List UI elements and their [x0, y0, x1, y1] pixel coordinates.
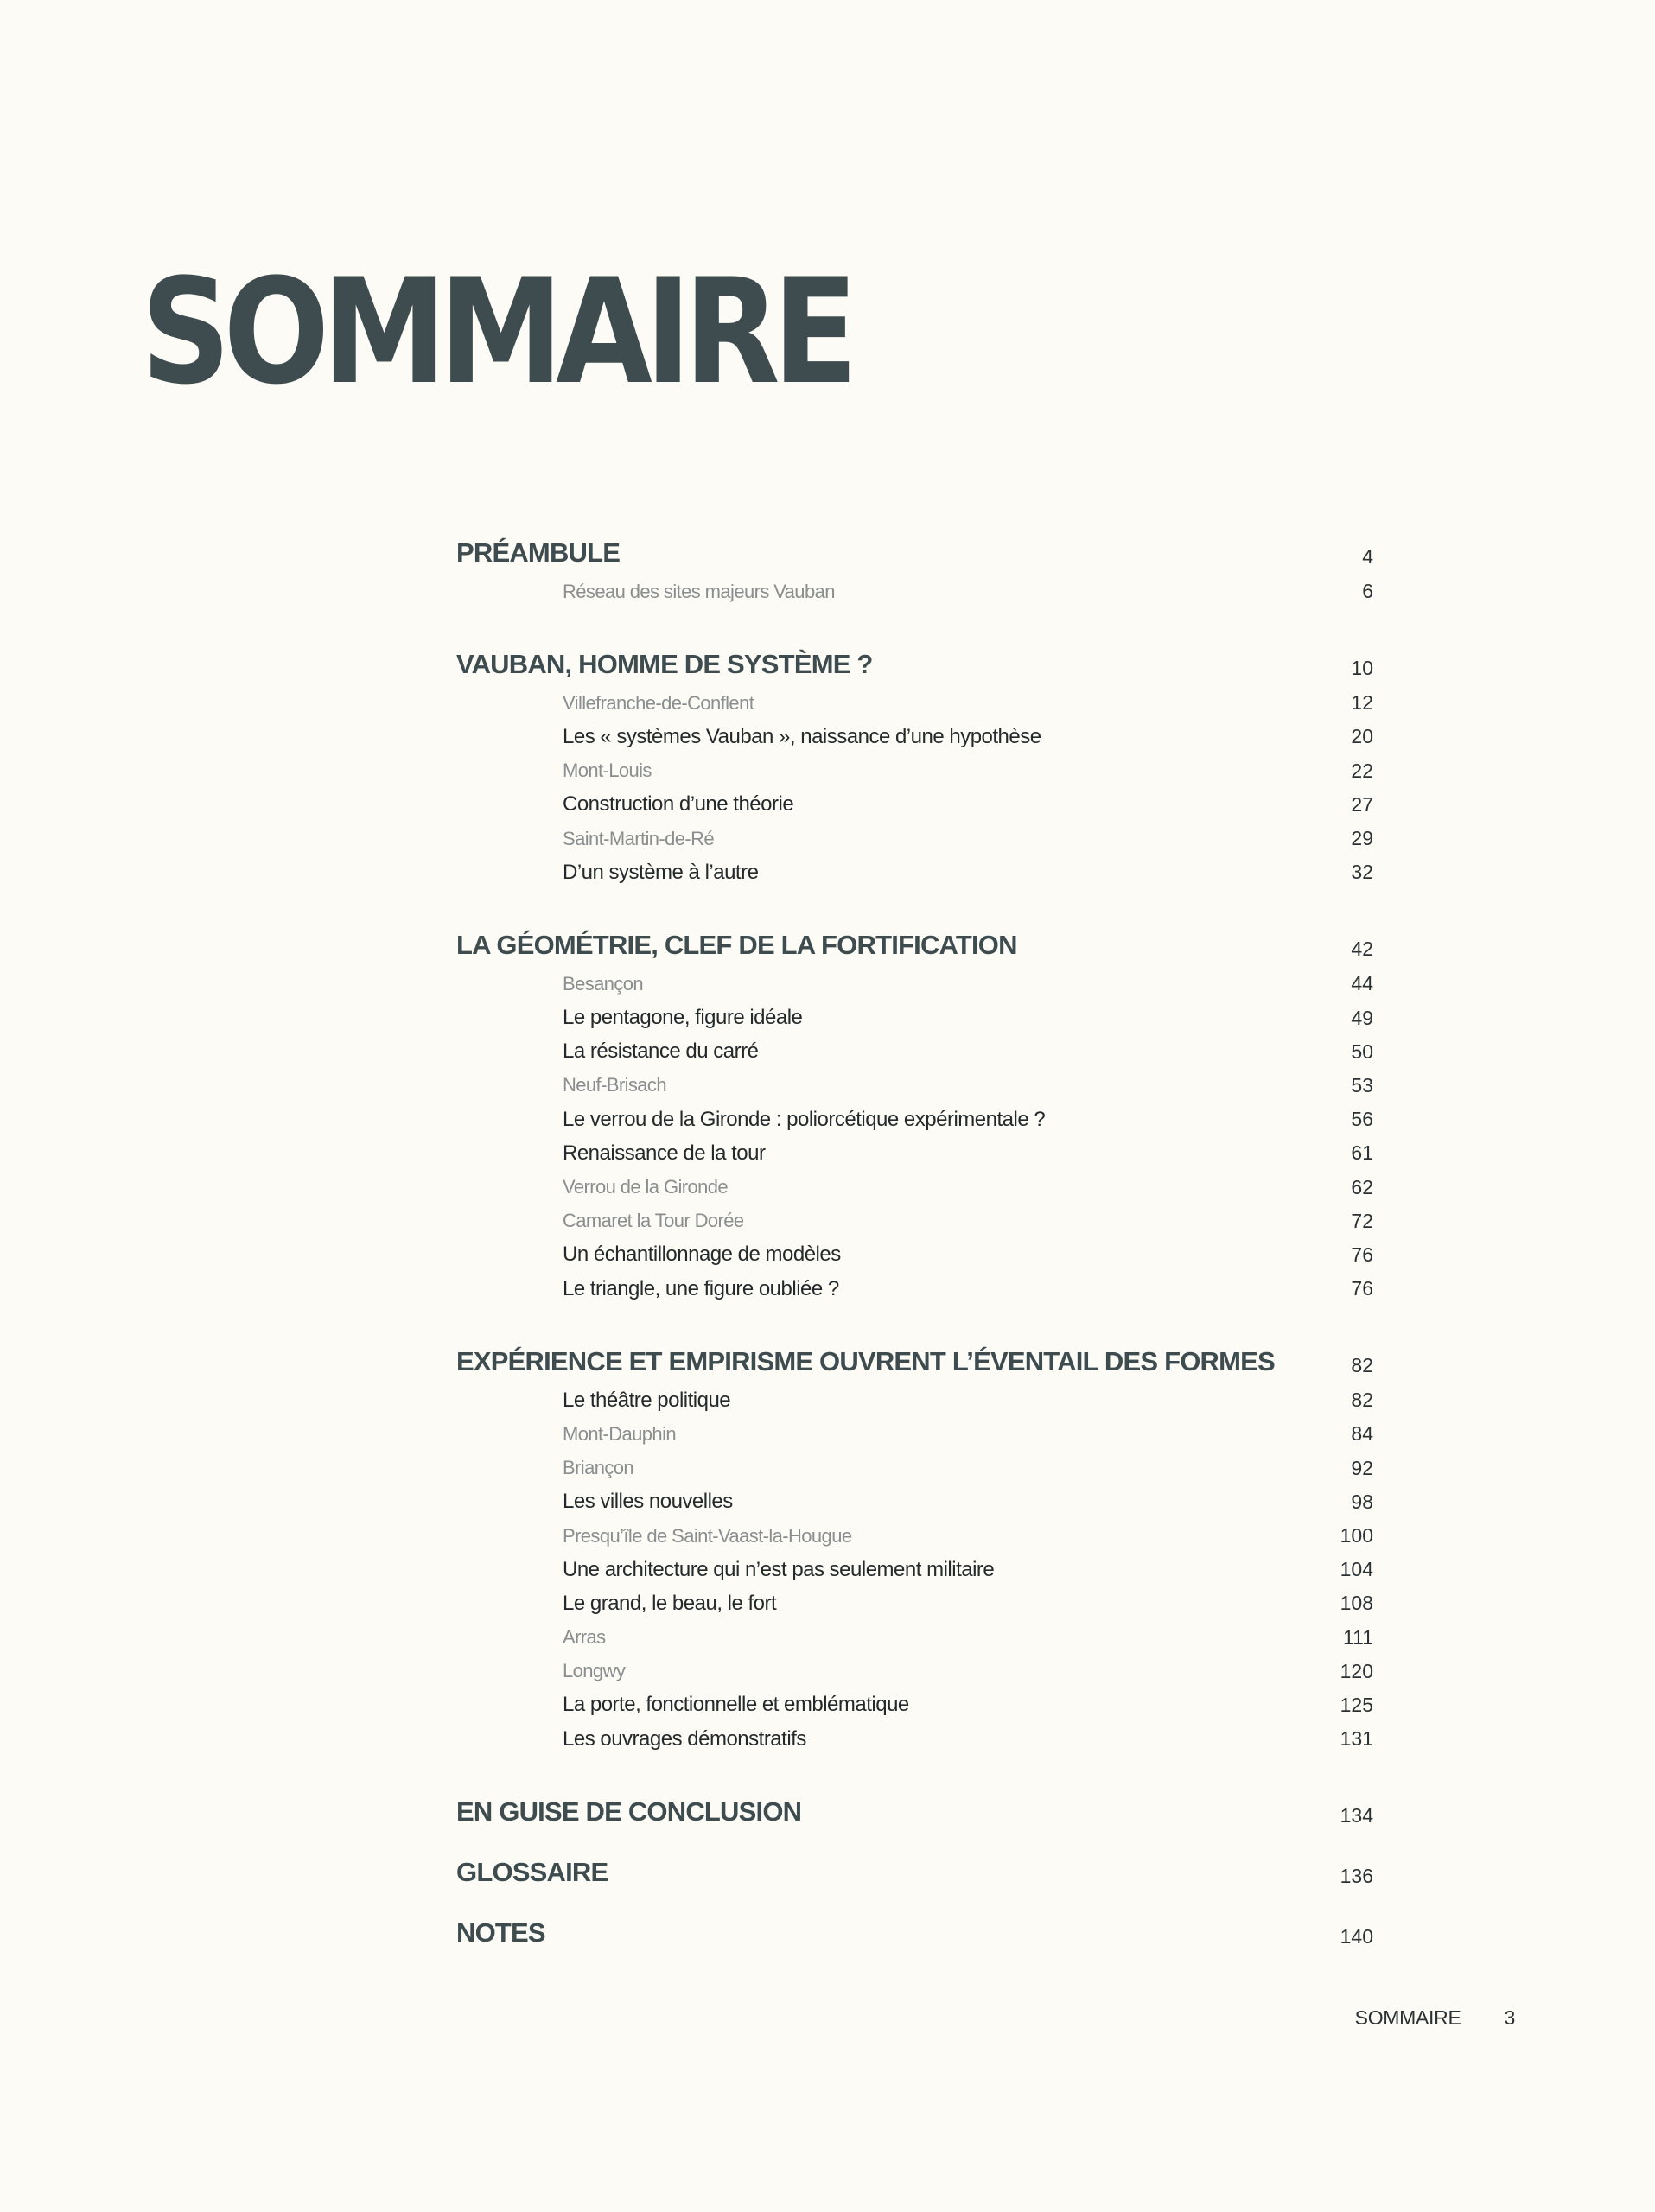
- section-page-number: 140: [1340, 1924, 1373, 1948]
- toc-section-heading[interactable]: [456, 643, 1373, 686]
- running-head: SOMMAIRE: [1354, 2006, 1461, 2029]
- entry-title: Un échantillonnage de modèles: [563, 1243, 841, 1267]
- section-title: VAUBAN, HOMME DE SYSTÈME ?: [456, 649, 873, 680]
- toc-section-heading[interactable]: [456, 1790, 1373, 1834]
- entry-title: Le pentagone, figure idéale: [563, 1006, 803, 1030]
- entry-page-number: 76: [1351, 1243, 1373, 1266]
- entry-title: Saint-Martin-de-Ré: [563, 827, 715, 849]
- entry-title: Les villes nouvelles: [563, 1490, 733, 1514]
- toc-entry[interactable]: [456, 1655, 1373, 1688]
- toc-entry[interactable]: [456, 720, 1373, 753]
- entry-title: Mont-Dauphin: [563, 1422, 676, 1445]
- toc-entry[interactable]: [456, 1688, 1373, 1722]
- entry-title: Villefranche-de-Conflent: [563, 691, 754, 714]
- toc-section: [456, 1340, 1373, 1756]
- toc-entry[interactable]: [456, 1170, 1373, 1204]
- toc-section-heading[interactable]: [456, 1340, 1373, 1383]
- toc-section: [456, 924, 1373, 1306]
- entry-title: Réseau des sites majeurs Vauban: [563, 580, 835, 602]
- section-title: GLOSSAIRE: [456, 1857, 608, 1888]
- entry-title: Une architecture qui n’est pas seulement militaire: [563, 1557, 995, 1581]
- toc-entry[interactable]: [456, 1586, 1373, 1620]
- entry-page-number: 92: [1351, 1456, 1373, 1479]
- entry-page-number: 56: [1351, 1108, 1373, 1131]
- toc-entry[interactable]: [456, 1035, 1373, 1069]
- toc-entry[interactable]: [456, 686, 1373, 720]
- section-page-number: 10: [1351, 656, 1373, 679]
- toc-entry[interactable]: [456, 1452, 1373, 1485]
- entry-title: Les « systèmes Vauban », naissance d’une hypothèse: [563, 724, 1041, 748]
- entry-title: D’un système à l’autre: [563, 860, 759, 884]
- entry-page-number: 50: [1351, 1039, 1373, 1063]
- toc-entry[interactable]: [456, 1621, 1373, 1655]
- entry-page-number: 108: [1340, 1592, 1373, 1615]
- toc-entry[interactable]: [456, 1417, 1373, 1451]
- entry-title: Arras: [563, 1626, 606, 1649]
- entry-title: Presqu’île de Saint-Vaast-la-Hougue: [563, 1524, 852, 1547]
- entry-title: Le grand, le beau, le fort: [563, 1591, 777, 1615]
- entry-page-number: 44: [1351, 972, 1373, 995]
- entry-page-number: 6: [1362, 580, 1373, 603]
- entry-title: Le triangle, une figure oubliée ?: [563, 1276, 839, 1300]
- toc-entry[interactable]: [456, 1069, 1373, 1103]
- toc-section: [456, 643, 1373, 889]
- entry-title: La porte, fonctionnelle et emblématique: [563, 1693, 909, 1717]
- toc-entry[interactable]: [456, 1136, 1373, 1170]
- table-of-contents: [456, 531, 1373, 1955]
- toc-entry[interactable]: [456, 1103, 1373, 1136]
- folio: 3: [1504, 2006, 1515, 2029]
- section-title: EXPÉRIENCE ET EMPIRISME OUVRENT L’ÉVENTAIL DES FORMES: [456, 1346, 1275, 1377]
- toc-section: [456, 1911, 1373, 1955]
- entry-title: Besançon: [563, 972, 644, 995]
- entry-page-number: 120: [1340, 1659, 1373, 1682]
- toc-entry[interactable]: [456, 1485, 1373, 1519]
- toc-entry[interactable]: [456, 575, 1373, 608]
- entry-page-number: 111: [1343, 1625, 1373, 1649]
- toc-section: [456, 1790, 1373, 1834]
- entry-page-number: 131: [1340, 1727, 1373, 1751]
- entry-page-number: 49: [1351, 1006, 1373, 1029]
- entry-title: Briançon: [563, 1457, 634, 1479]
- toc-entry[interactable]: [456, 788, 1373, 822]
- entry-page-number: 22: [1351, 759, 1373, 782]
- toc-entry[interactable]: [456, 754, 1373, 788]
- entry-title: Construction d’une théorie: [563, 792, 794, 817]
- entry-page-number: 27: [1351, 792, 1373, 816]
- toc-entry[interactable]: [456, 1272, 1373, 1306]
- entry-title: Le théâtre politique: [563, 1388, 731, 1412]
- entry-page-number: 125: [1340, 1693, 1373, 1716]
- page-footer: [1355, 2006, 1515, 2030]
- section-title: NOTES: [456, 1917, 545, 1948]
- section-title: EN GUISE DE CONCLUSION: [456, 1796, 802, 1827]
- toc-entry[interactable]: [456, 1205, 1373, 1238]
- entry-title: Renaissance de la tour: [563, 1141, 766, 1165]
- entry-title: Longwy: [563, 1660, 626, 1682]
- entry-title: La résistance du carré: [563, 1039, 759, 1064]
- entry-page-number: 20: [1351, 725, 1373, 748]
- entry-page-number: 84: [1351, 1422, 1373, 1446]
- entry-page-number: 104: [1340, 1558, 1373, 1581]
- section-page-number: 42: [1351, 937, 1373, 960]
- toc-entry[interactable]: [456, 855, 1373, 889]
- entry-title: Camaret la Tour Dorée: [563, 1210, 744, 1232]
- toc-entry[interactable]: [456, 1001, 1373, 1035]
- toc-section-heading[interactable]: [456, 1851, 1373, 1894]
- entry-page-number: 100: [1340, 1524, 1373, 1548]
- entry-page-number: 53: [1351, 1073, 1373, 1096]
- section-page-number: 4: [1362, 544, 1373, 568]
- entry-page-number: 32: [1351, 861, 1373, 884]
- toc-entry[interactable]: [456, 1722, 1373, 1756]
- entry-title: Le verrou de la Gironde : poliorcétique expérimentale ?: [563, 1107, 1046, 1131]
- toc-section-heading[interactable]: [456, 531, 1373, 575]
- entry-page-number: 76: [1351, 1277, 1373, 1300]
- entry-page-number: 72: [1351, 1209, 1373, 1232]
- section-title: LA GÉOMÉTRIE, CLEF DE LA FORTIFICATION: [456, 930, 1017, 961]
- toc-entry[interactable]: [456, 1383, 1373, 1417]
- toc-entry[interactable]: [456, 1238, 1373, 1272]
- entry-title: Les ouvrages démonstratifs: [563, 1726, 806, 1751]
- toc-section: [456, 531, 1373, 608]
- entry-title: Verrou de la Gironde: [563, 1176, 729, 1198]
- toc-entry[interactable]: [456, 1519, 1373, 1553]
- entry-title: Mont-Louis: [563, 760, 652, 782]
- page-title: SOMMAIRE: [141, 247, 851, 416]
- toc-entry[interactable]: [456, 1553, 1373, 1586]
- section-title: PRÉAMBULE: [456, 537, 621, 568]
- toc-section-heading[interactable]: [456, 924, 1373, 967]
- entry-page-number: 29: [1351, 827, 1373, 850]
- entry-page-number: 82: [1351, 1389, 1373, 1412]
- toc-entry[interactable]: [456, 967, 1373, 1001]
- section-page-number: 134: [1340, 1803, 1373, 1827]
- toc-entry[interactable]: [456, 822, 1373, 855]
- section-page-number: 82: [1351, 1353, 1373, 1376]
- entry-page-number: 98: [1351, 1490, 1373, 1513]
- entry-page-number: 62: [1351, 1175, 1373, 1198]
- entry-page-number: 12: [1351, 691, 1373, 715]
- entry-page-number: 61: [1351, 1141, 1373, 1165]
- toc-section-heading[interactable]: [456, 1911, 1373, 1955]
- section-page-number: 136: [1340, 1864, 1373, 1887]
- toc-section: [456, 1851, 1373, 1894]
- entry-title: Neuf-Brisach: [563, 1074, 666, 1096]
